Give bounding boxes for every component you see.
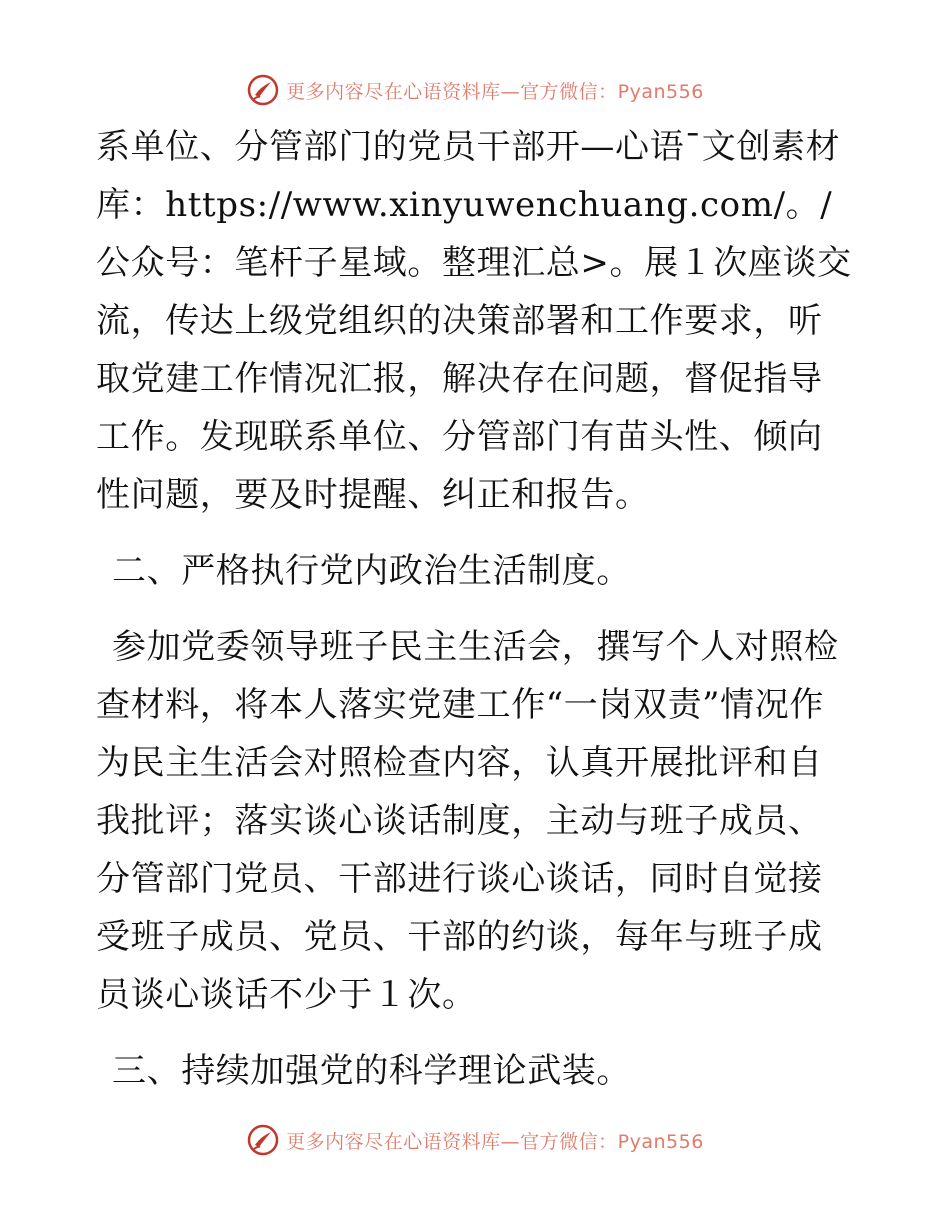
section-heading-2: 二、严格执行党内政治生活制度。 (112, 551, 631, 591)
footer-watermark-banner (0, 1118, 950, 1162)
footer-watermark-text: 更多内容尽在心语资料库—官方微信：Pyan556 (286, 1130, 704, 1153)
header-watermark-banner (0, 68, 950, 112)
section-heading-3: 三、持续加强党的科学理论武装。 (112, 1051, 631, 1091)
header-watermark-text: 更多内容尽在心语资料库—官方微信：Pyan556 (286, 80, 704, 103)
paragraph-continuation: 系单位、分管部门的党员干部开—心语¯文创素材库：https://www.xinyuwenchuang.com/。/公众号：笔杆子星域。整理汇总>。展１次座谈交流，传达上级党组织的决策部署和工作要求，听取党建工作情况汇报，解决存在问题，督促指导工作。发现联系单位、分管部门有苗头性、倾向性问题，要及时提醒、纠正和报告。 (96, 127, 852, 515)
brush-logo-icon (246, 1123, 280, 1157)
paragraph-political-life: 参加党委领导班子民主生活会，撰写个人对照检查材料，将本人落实党建工作“一岗双责”情况作为民主生活会对照检查内容，认真开展批评和自我批评；落实谈心谈话制度，主动与班子成员、分管部门党员、干部进行谈心谈话，同时自觉接受班子成员、党员、干部的约谈，每年与班子成员谈心谈话不少于１次。 (96, 627, 839, 1015)
brush-logo-icon (246, 73, 280, 107)
document-body (96, 118, 856, 1100)
